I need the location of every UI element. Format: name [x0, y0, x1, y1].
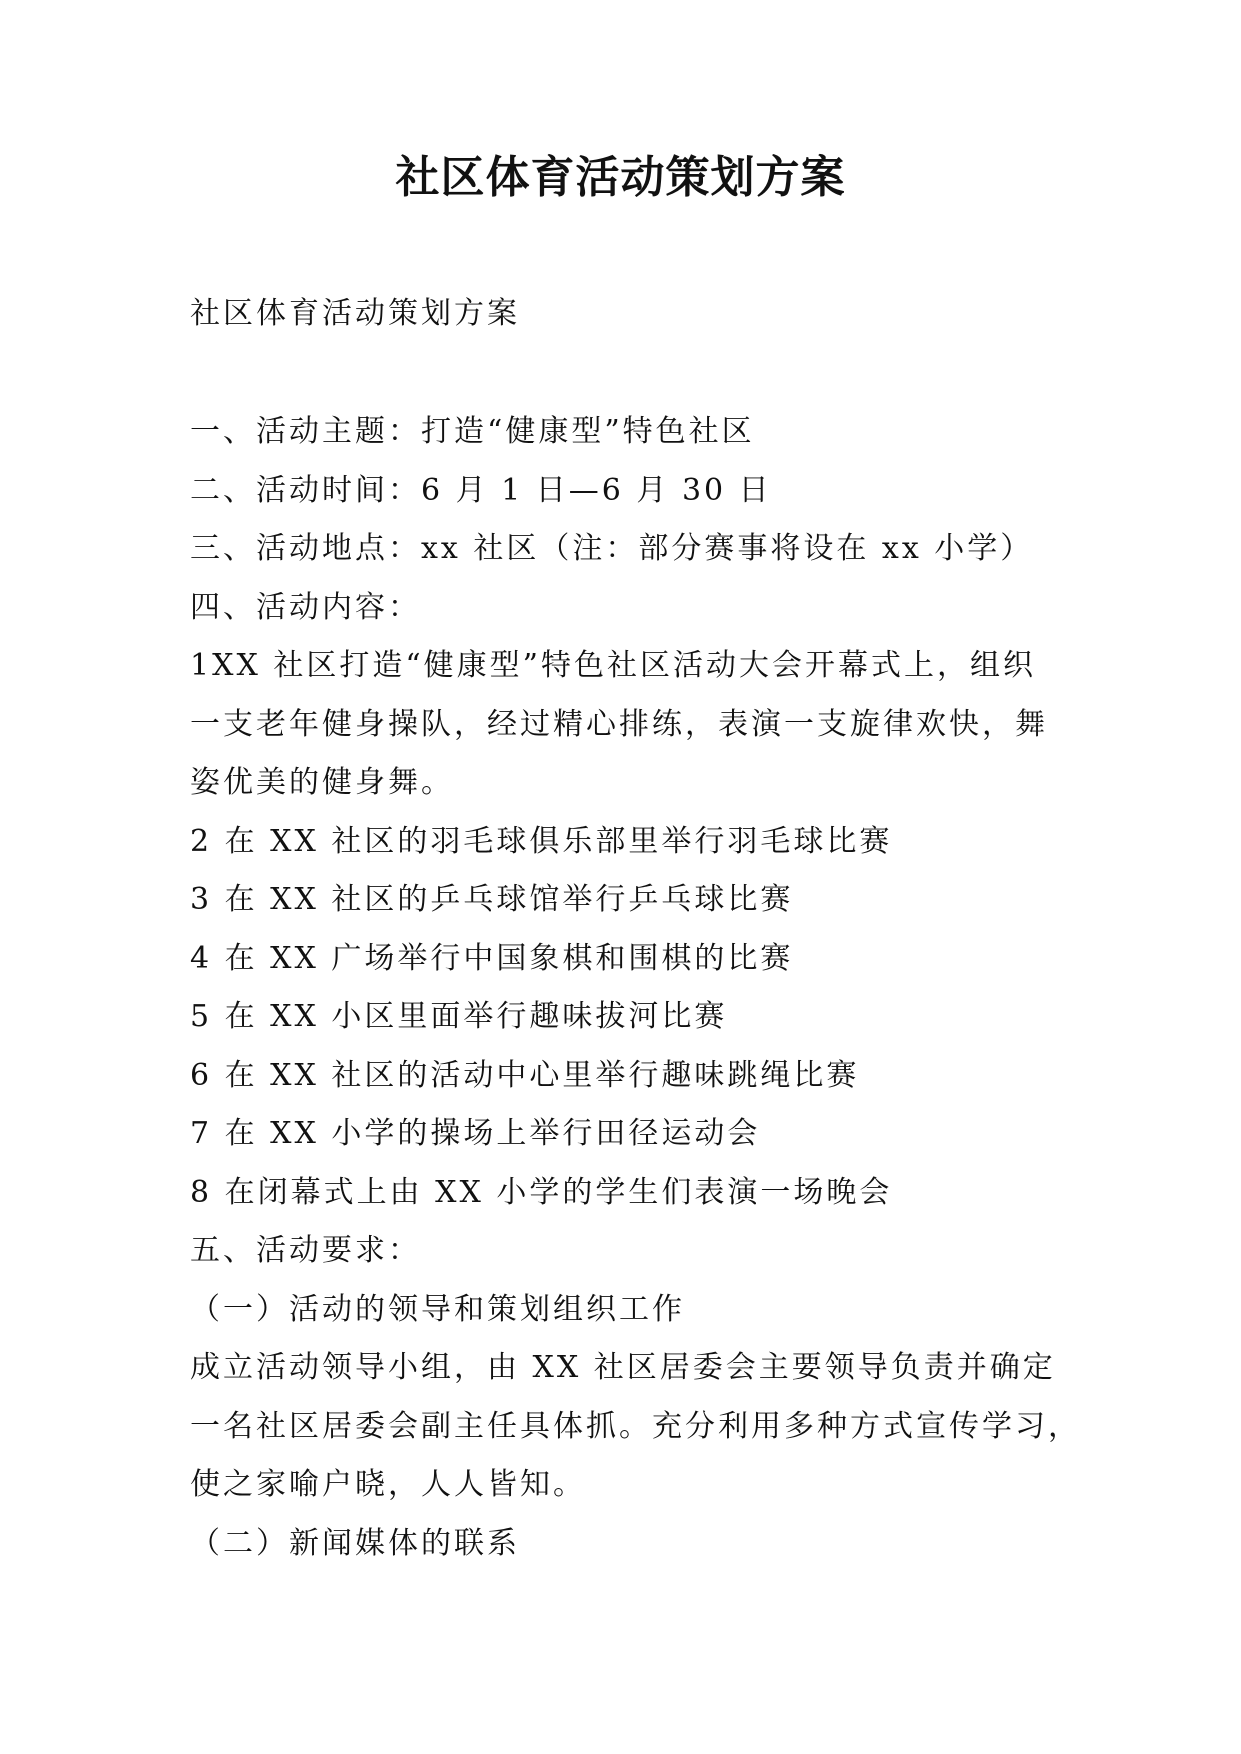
paragraph-line: 4 在 XX 广场举行中国象棋和围棋的比赛: [190, 940, 794, 976]
paragraph-line: 四、活动内容：: [190, 589, 421, 625]
paragraph-line: 一支老年健身操队，经过精心排练，表演一支旋律欢快，舞: [190, 706, 1048, 742]
paragraph-line: 二、活动时间：6 月 1 日—6 月 30 日: [190, 472, 772, 508]
paragraph-line: 使之家喻户晓，人人皆知。: [190, 1467, 586, 1502]
paragraph-line: 三、活动地点：xx 社区（注：部分赛事将设在 xx 小学）: [190, 531, 1034, 566]
document-body: [190, 403, 1081, 1573]
paragraph-line: 一、活动主题：打造“健康型”特色社区: [190, 414, 755, 449]
paragraph-line: 8 在闭幕式上由 XX 小学的学生们表演一场晚会: [190, 1174, 893, 1210]
paragraph-line: 五、活动要求：: [190, 1233, 421, 1268]
paragraph-line: （一）活动的领导和策划组织工作: [190, 1291, 685, 1327]
paragraph-line: 一名社区居委会副主任具体抓。充分利用多种方式宣传学习，: [190, 1408, 1081, 1444]
paragraph-line: 1XX 社区打造“健康型”特色社区活动大会开幕式上，组织: [190, 648, 1037, 683]
paragraph-line: 7 在 XX 小学的操场上举行田径运动会: [190, 1116, 761, 1151]
paragraph-line: 成立活动领导小组，由 XX 社区居委会主要领导负责并确定: [190, 1350, 1056, 1385]
paragraph-line: 3 在 XX 社区的乒乓球馆举行乒乓球比赛: [190, 882, 794, 917]
document-subtitle-block: [190, 285, 1070, 344]
paragraph-line: 6 在 XX 社区的活动中心里举行趣味跳绳比赛: [190, 1057, 860, 1093]
paragraph-line: 2 在 XX 社区的羽毛球俱乐部里举行羽毛球比赛: [190, 823, 893, 859]
paragraph-line: 姿优美的健身舞。: [190, 765, 454, 800]
document-subtitle: 社区体育活动策划方案: [190, 296, 520, 331]
paragraph-line: （二）新闻媒体的联系: [190, 1525, 520, 1561]
document-title: 社区体育活动策划方案: [395, 152, 846, 203]
paragraph-line: 5 在 XX 小区里面举行趣味拔河比赛: [190, 999, 728, 1034]
